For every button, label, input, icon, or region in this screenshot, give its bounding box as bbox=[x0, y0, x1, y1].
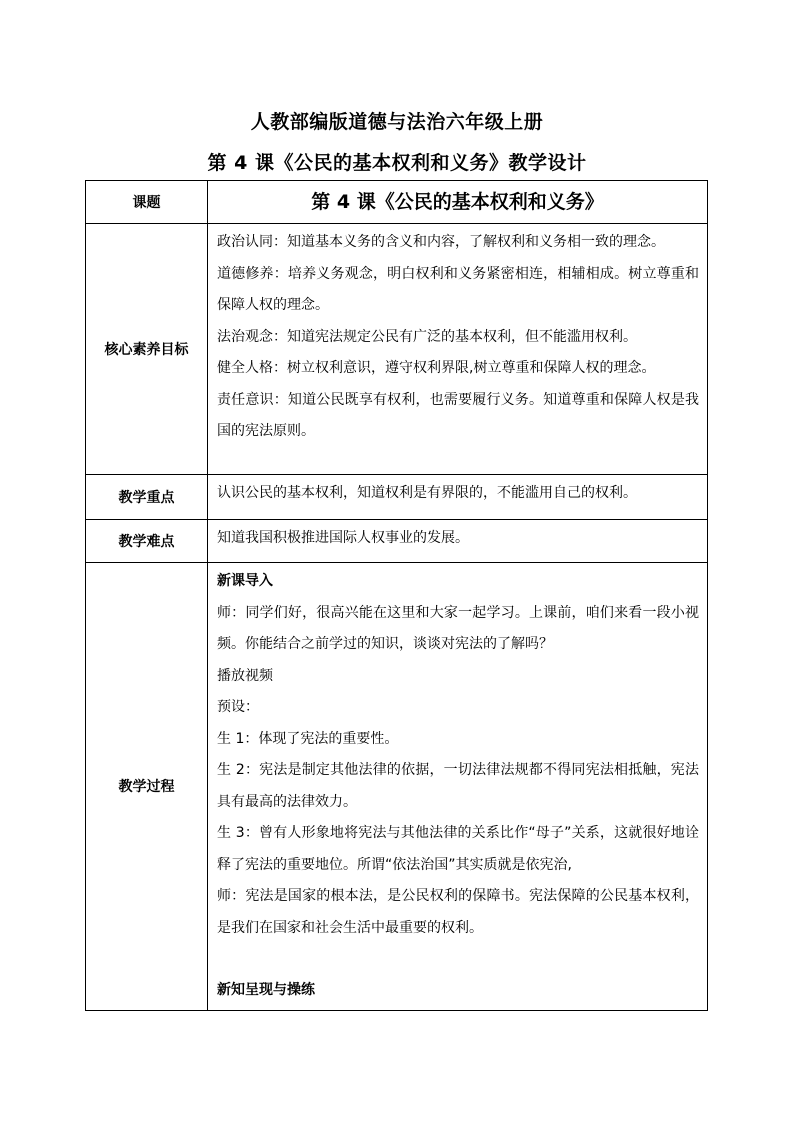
table-row-key-point bbox=[86, 475, 708, 520]
difficulty-value: 知道我国积极推进国际人权事业的发展。 bbox=[208, 520, 708, 563]
preset-label: 预设： bbox=[217, 699, 259, 715]
goal-law: 法治观念：知道宪法规定公民有广泛的基本权利，但不能滥用权利。 bbox=[217, 328, 637, 345]
intro-heading: 新课导入 bbox=[217, 573, 273, 589]
goal-personality: 健全人格：树立权利意识，遵守权利界限,树立尊重和保障人权的理念。 bbox=[217, 360, 656, 376]
key-point-label: 教学重点 bbox=[86, 475, 208, 520]
table-row-topic bbox=[86, 181, 708, 224]
play-video: 播放视频 bbox=[217, 667, 273, 684]
key-point-value: 认识公民的基本权利，知道权利是有界限的，不能滥用自己的权利。 bbox=[208, 475, 708, 520]
student-answer-1: 生 1：体现了宪法的重要性。 bbox=[217, 730, 399, 747]
goal-responsibility: 责任意识：知道公民既享有权利，也需要履行义务。知道尊重和保障人权是我国的宪法原则。 bbox=[217, 391, 699, 439]
teacher-opening: 师：同学们好，很高兴能在这里和大家一起学习。上课前，咱们来看一段小视频。你能结合之前学过的知识，谈谈对宪法的了解吗？ bbox=[217, 604, 699, 652]
document-title: 人教部编版道德与法治六年级上册 bbox=[250, 111, 544, 133]
table-row-core-goals bbox=[86, 224, 708, 475]
process-label: 教学过程 bbox=[86, 563, 208, 1011]
document-subtitle: 第 4 课《公民的基本权利和义务》教学设计 bbox=[207, 152, 587, 174]
student-answer-3: 生 3：曾有人形象地将宪法与其他法律的关系比作“母子”关系，这就很好地诠释了宪法的重要地位。所谓“依法治国”其实质就是依宪治, bbox=[217, 825, 699, 873]
goal-moral: 道德修养：培养义务观念，明白权利和义务紧密相连，相辅相成。树立尊重和保障人权的理念。 bbox=[217, 265, 699, 313]
core-goals-label: 核心素养目标 bbox=[86, 224, 208, 475]
table-row-difficulty bbox=[86, 520, 708, 563]
goal-political: 政治认同：知道基本义务的含义和内容，了解权利和义务相一致的理念。 bbox=[217, 234, 665, 250]
process-content bbox=[208, 563, 708, 1011]
blank-line bbox=[217, 944, 699, 975]
core-goals-content bbox=[208, 224, 708, 475]
student-answer-2: 生 2：宪法是制定其他法律的依据，一切法律法规都不得同宪法相抵触，宪法具有最高的法律效力。 bbox=[217, 762, 699, 810]
section-heading: 新知呈现与操练 bbox=[217, 982, 315, 998]
lesson-plan-table bbox=[85, 180, 708, 1011]
topic-value: 第 4 课《公民的基本权利和义务》 bbox=[208, 181, 708, 224]
difficulty-label: 教学难点 bbox=[86, 520, 208, 563]
teacher-summary: 师：宪法是国家的根本法，是公民权利的保障书。宪法保障的公民基本权利，是我们在国家和社会生活中最重要的权利。 bbox=[217, 888, 699, 936]
table-row-process bbox=[86, 563, 708, 1011]
topic-label: 课题 bbox=[86, 181, 208, 224]
